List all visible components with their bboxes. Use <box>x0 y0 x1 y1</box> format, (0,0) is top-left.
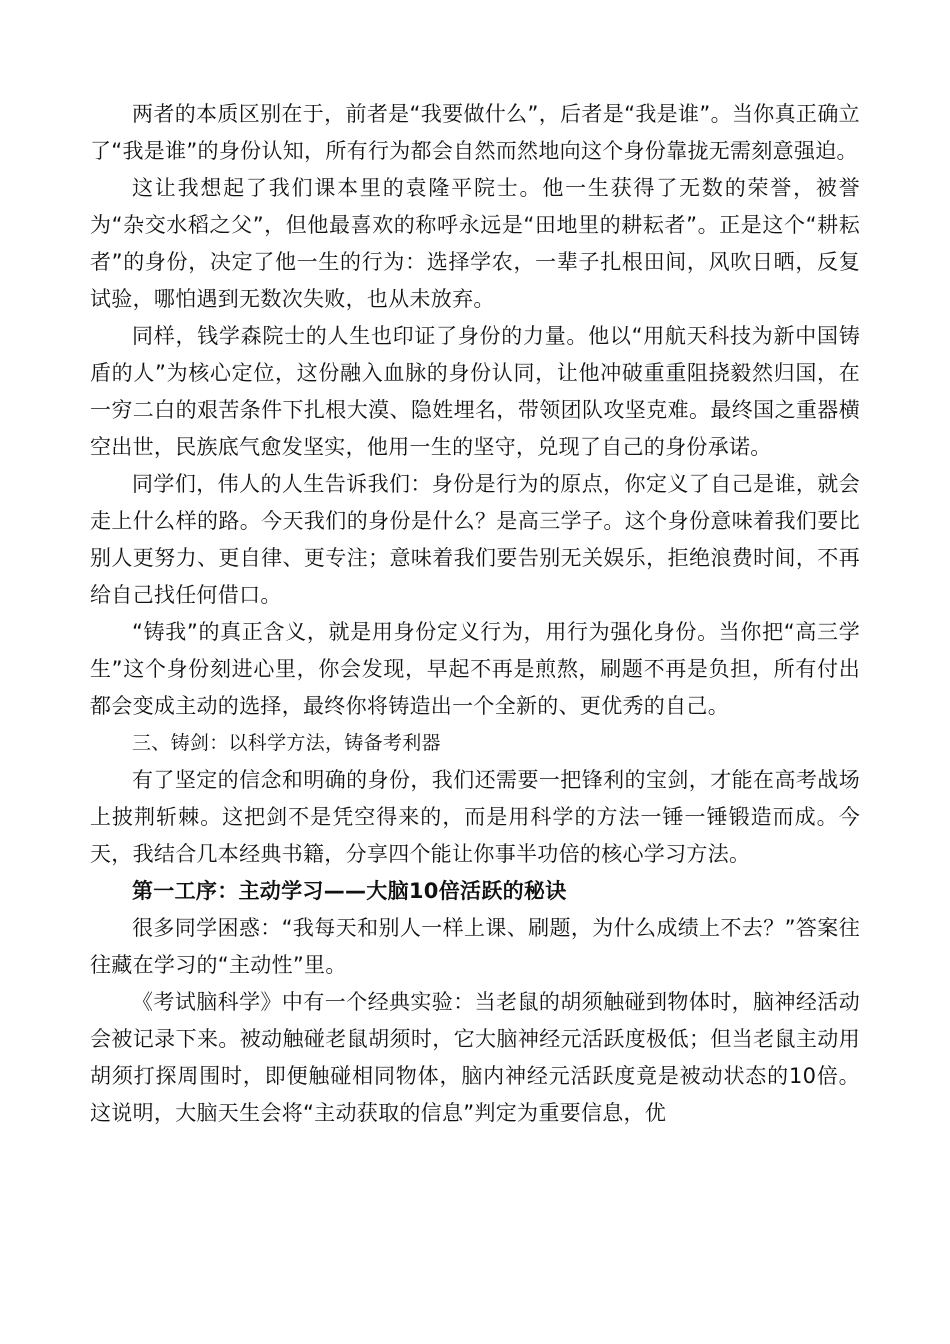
body-paragraph: 同样，钱学森院士的人生也印证了身份的力量。他以“用航天科技为新中国铸盾的人”为核心定位，这份融入血脉的身份认同，让他冲破重重阻挠毅然归国，在一穷二白的艰苦条件下扎根大漠、隐姓埋名，带领团队攻坚克难。最终国之重器横空出世，民族底气愈发坚实，他用一生的坚守，兑现了自己的身份承诺。 <box>90 324 860 459</box>
body-paragraph: 这让我想起了我们课本里的袁隆平院士。他一生获得了无数的荣誉，被誉为“杂交水稻之父”，但他最喜欢的称呼永远是“田地里的耕耘者”。正是这个“耕耘者”的身份，决定了他一生的行为：选择学农，一辈子扎根田间，风吹日晒，反复试验，哪怕遇到无数次失败，也从未放弃。 <box>90 176 860 311</box>
body-paragraph: “铸我”的真正含义，就是用身份定义行为，用行为强化身份。当你把“高三学生”这个身份刻进心里，你会发现，早起不再是煎熬，刷题不再是负担，所有付出都会变成主动的选择，最终你将铸造出一个全新的、更优秀的自己。 <box>90 620 860 718</box>
body-paragraph: 同学们，伟人的人生告诉我们：身份是行为的原点，你定义了自己是谁，就会走上什么样的路。今天我们的身份是什么？是高三学子。这个身份意味着我们要比别人更努力、更自律、更专注；意味着我们要告别无关娱乐，拒绝浪费时间，不再给自己找任何借口。 <box>90 472 860 607</box>
body-paragraph: 很多同学困惑：“我每天和别人一样上课、刷题，为什么成绩上不去？”答案往往藏在学习的“主动性”里。 <box>90 916 860 977</box>
body-paragraph: 两者的本质区别在于，前者是“我要做什么”，后者是“我是谁”。当你真正确立了“我是谁”的身份认知，所有行为都会自然而然地向这个身份靠拢无需刻意强迫。 <box>90 102 860 163</box>
section-intro-paragraph: 有了坚定的信念和明确的身份，我们还需要一把锋利的宝剑，才能在高考战场上披荆斩棘。这把剑不是凭空得来的，而是用科学的方法一锤一锤锻造而成。今天，我结合几本经典书籍，分享四个能让你事半功倍的核心学习方法。 <box>90 768 860 866</box>
body-paragraph: 《考试脑科学》中有一个经典实验：当老鼠的胡须触碰到物体时，脑神经活动会被记录下来。被动触碰老鼠胡须时，它大脑神经元活跃度极低；但当老鼠主动用胡须打探周围时，即便触碰相同物体，脑内神经元活跃度竟是被动状态的10倍。这说明，大脑天生会将“主动获取的信息”判定为重要信息，优 <box>90 990 860 1125</box>
section-heading: 三、铸剑：以科学方法，铸备考利器 <box>132 732 441 754</box>
document-page <box>90 96 860 1132</box>
subsection-heading: 第一工序：主动学习——大脑10倍活跃的秘诀 <box>132 879 567 903</box>
